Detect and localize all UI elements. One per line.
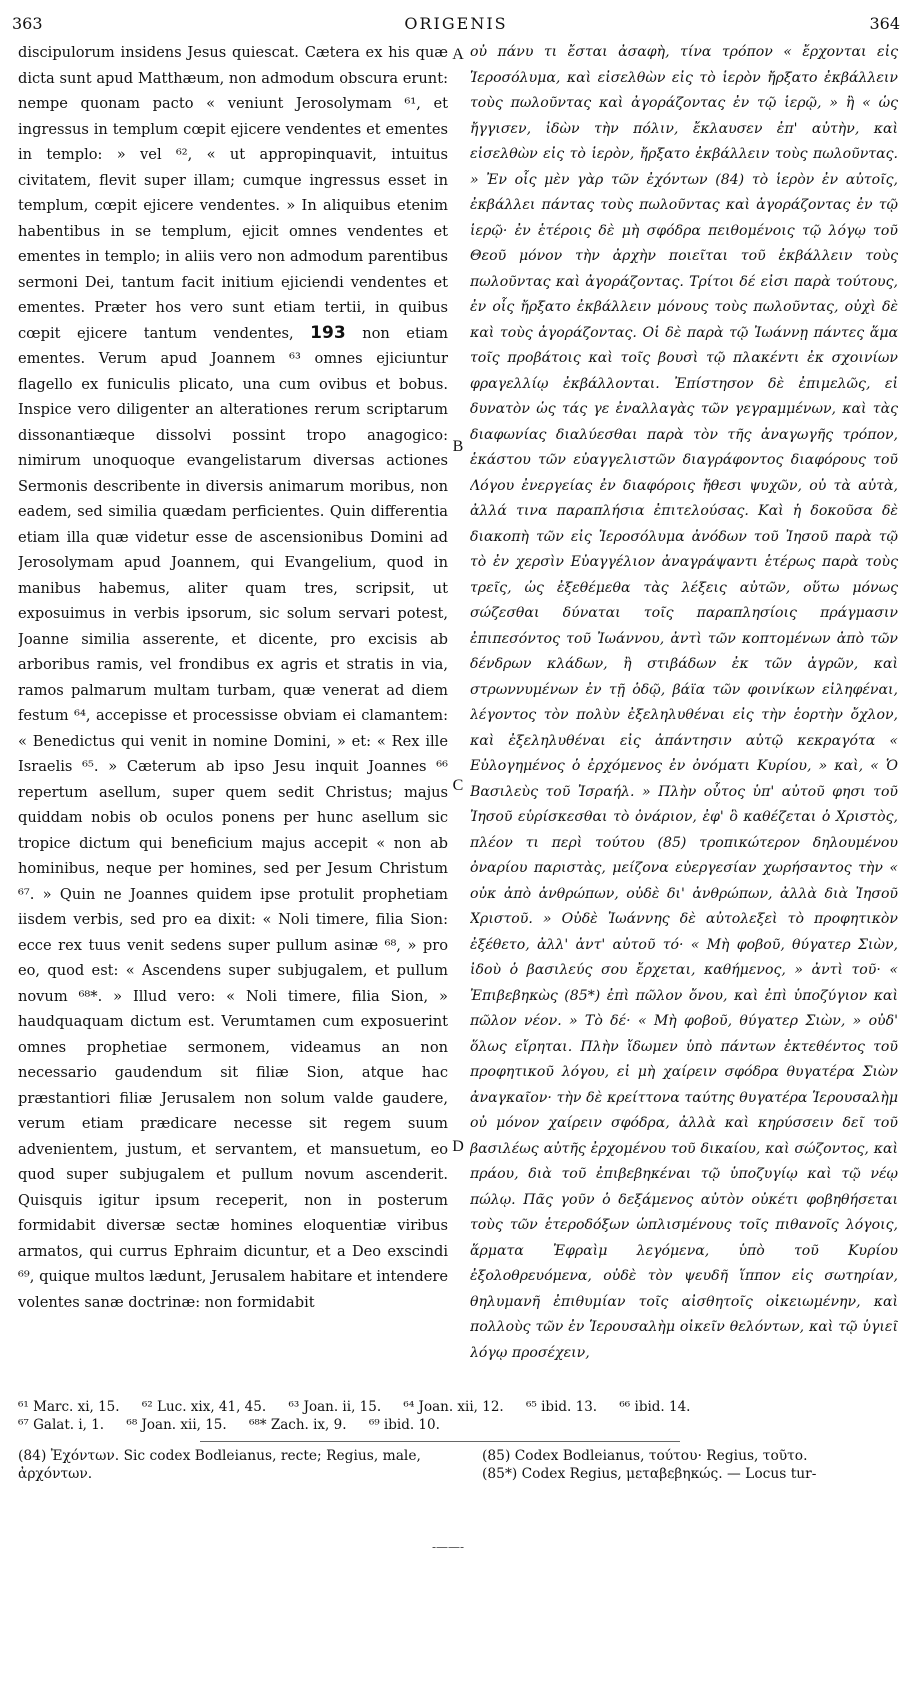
footnote-ref: ⁶⁴ Joan. xii, 12. — [403, 1399, 504, 1415]
section-marker-d: D — [452, 1138, 464, 1155]
footnote-divider — [200, 1441, 680, 1442]
footnote-ref: ⁶⁸ Joan. xii, 15. — [126, 1417, 227, 1433]
reference-line-1 — [18, 1399, 708, 1416]
reference-line-2 — [18, 1417, 458, 1434]
section-marker-a: A — [452, 46, 464, 63]
running-title: ORIGENIS — [404, 14, 508, 33]
page-end-dash: -——- — [432, 1540, 465, 1554]
footnote-ref: ⁶⁶ ibid. 14. — [619, 1399, 691, 1415]
critical-note-85: (85) Codex Bodleianus, τούτου· Regius, τοῦτο. — [482, 1448, 808, 1464]
footnote-ref: ⁶¹ Marc. xi, 15. — [18, 1399, 120, 1415]
footnote-ref: ⁶³ Joan. ii, 15. — [288, 1399, 382, 1415]
critical-note-84: (84) Ἐχόντων. Sic codex Bodleianus, recte; Regius, male, ἀρχόντων. — [18, 1448, 421, 1482]
footnote-ref: ⁶⁸* Zach. ix, 9. — [248, 1417, 347, 1433]
footnote-ref: ⁶⁷ Galat. i, 1. — [18, 1417, 105, 1433]
running-header — [12, 14, 900, 40]
original-page-number: 193 — [310, 322, 346, 343]
critical-note-85-star: (85*) Codex Regius, μεταβεβηκώς. — Locus tur- — [482, 1466, 817, 1482]
critical-note-right — [482, 1447, 912, 1483]
latin-text-part-1: discipulorum insidens Jesus quiescat. Cætera ex his quæ dicta sunt apud Matthæum, non admodum obscura erunt: nempe quonam pacto « veniunt Jerosolymam ⁶¹, et ingressus in templum cœpit ejicere vendentes et ementes in templo: » vel ⁶², « ut appropinquavit, intuitus civitatem, flevit super illam; cumque ingressus esset in templum, cœpit ejicere vendentes. » In aliquibus etenim habentibus in se templum, ejicit omnes vendentes et ementes in templo; in aliis vero non admodum parentibus sermoni Dei, tantum facit initium ejiciendi vendentes et ementes. Præter hos vero sunt etiam tertii, in quibus cœpit ejicere tantum vendentes, — [18, 44, 448, 342]
greek-paragraph: οὐ πάνυ τι ἔσται ἀσαφὴ, τίνα τρόπον « ἔρχονται εἰς Ἱεροσόλυμα, καὶ εἰσελθὼν εἰς τὸ ἱερὸν ἤρξατο ἐκβάλλειν τοὺς πωλοῦντας καὶ ἀγοράζοντας ἐν τῷ ἱερῷ, » ἢ « ὡς ἤγγισεν, ἰδὼν τὴν πόλιν, ἔκλαυσεν ἐπ' αὐτὴν, καὶ εἰσελθὼν εἰς τὸ ἱερὸν, ἤρξατο ἐκβάλλειν τοὺς πωλοῦντας. » Ἐν οἷς μὲν γὰρ τῶν ἐχόντων (84) τὸ ἱερὸν ἐν αὐτοῖς, ἐκβάλλει πάντας τοὺς πωλοῦντας καὶ ἀγοράζοντας ἐν τῷ ἱερῷ· ἐν ἑτέροις δὲ μὴ σφόδρα πειθομένοις τῷ λόγῳ τοῦ Θεοῦ μόνον τὴν ἀρχὴν ποιεῖται τοῦ ἐκβάλλειν τοὺς πωλοῦντας καὶ ἀγοράζοντας. Τρίτοι δέ εἰσι παρὰ τούτους, ἐν οἷς ἤρξατο ἐκβάλλειν μόνους τοὺς πωλοῦντας, οὐχὶ δὲ καὶ τοὺς ἀγοράζοντας. Οἱ δὲ παρὰ τῷ Ἰωάννῃ πάντες ἅμα τοῖς προβάτοις καὶ τοῖς βουσὶ τῷ πλακέντι ἐκ σχοινίων φραγελλίῳ ἐκβάλλονται. Ἐπίστησον δὲ ἐπιμελῶς, εἰ δυνατὸν ὡς τάς γε ἐναλλαγὰς τῶν γεγραμμένων, καὶ τὰς διαφωνίας διαλύεσθαι παρὰ τὸν τῆς ἀναγωγῆς τρόπον, ἑκάστου τῶν εὐαγγελιστῶν διαγράφοντος διαφόρους τοῦ Λόγου ἐνεργείας ἐν διαφόροις ἤθεσι ψυχῶν, οὐ τὰ αὐτὰ, ἀλλά τινα παραπλήσια ἐπιτελούσας. Καὶ ἡ δοκοῦσα δὲ διακοπὴ τῶν εἰς Ἱεροσόλυμα ἀνόδων τοῦ Ἰησοῦ παρὰ τῷ τὸ ἐν χερσὶν Εὐαγγέλιον ἀναγράψαντι ἑτέρως παρὰ τοὺς τρεῖς, ὡς ἐξεθέμεθα τὰς λέξεις αὐτῶν, οὕτω μόνως σώζεσθαι δύναται τοῖς παραπλησίοις πράγμασιν ἐπιπεσόντος τοῦ Ἰωάννου, ἀντὶ τῶν κοπτομένων ἀπὸ τῶν δένδρων κλάδων, ἢ στιβάδων ἐκ τῶν ἀγρῶν, καὶ στρωννυμένων ἐν τῇ ὁδῷ, βάϊα τῶν φοινίκων εἰληφέναι, λέγοντος τὸν πολὺν ἐξεληλυθέναι εἰς τὴν ἑορτὴν ὄχλον, καὶ ἐξεληλυθέναι εἰς ἀπάντησιν αὐτῷ κεκραγότα « Εὐλογημένος ὁ ἐρχόμενος ἐν ὀνόματι Κυρίου, » καὶ, « Ὁ Βασιλεὺς τοῦ Ἰσραήλ. » Πλὴν οὗτος ὑπ' αὐτοῦ φησι τοῦ Ἰησοῦ εὑρίσκεσθαι τὸ ὀνάριον, ἐφ' ὃ καθέζεται ὁ Χριστὸς, πλέον τι περὶ τούτου (85) τροπικώτερον δηλουμένου ὀναρίου παριστὰς, μείζονα εὐεργεσίαν χωρήσαντος τὴν « οὐκ ἀπὸ ἀνθρώπων, οὐδὲ δι' ἀνθρώπων, ἀλλὰ διὰ Ἰησοῦ Χριστοῦ. » Οὐδὲ Ἰωάννης δὲ αὐτολεξεὶ τὸ προφητικὸν ἐξέθετο, ἀλλ' ἀντ' αὐτοῦ τό· « Μὴ φοβοῦ, θύγατερ Σιὼν, ἰδοὺ ὁ βασιλεύς σου ἔρχεται, καθήμενος, » ἀντὶ τοῦ· « Ἐπιβεβηκὼς (85*) ἐπὶ πῶλον ὄνου, καὶ ἐπὶ ὑποζύγιον καὶ πῶλον νέον. » Τὸ δέ· « Μὴ φοβοῦ, θύγατερ Σιὼν, » οὐδ' ὅλως εἴρηται. Πλὴν ἴδωμεν ὑπὸ πάντων ἐκτεθέντος τοῦ προφητικοῦ λόγου, εἰ μὴ χαίρειν σφόδρα θυγατέρα Σιὼν ἀναγκαῖον· τὴν δὲ κρείττονα ταύτης θυγατέρα Ἱερουσαλὴμ οὐ μόνον χαίρειν σφόδρα, ἀλλὰ καὶ κηρύσσειν δεῖ τοῦ βασιλέως αὐτῆς ἐρχομένου τοῦ δικαίου, καὶ σώζοντος, καὶ πράου, διὰ τοῦ ἐπιβεβηκέναι τῷ ὑποζυγίῳ καὶ τῷ νέῳ πώλῳ. Πᾶς γοῦν ὁ δεξάμενος αὐτὸν οὐκέτι φοβηθήσεται τοὺς τῶν ἑτεροδόξων ὡπλισμένους τοῖς πιθανοῖς λόγοις, ἅρματα Ἐφραὶμ λεγόμενα, ὑπὸ τοῦ Κυρίου ἐξολοθρευόμενα, οὐδὲ τὸν ψευδῆ ἵππον εἰς σωτηρίαν, θηλυμανῆ ἐπιθυμίαν τοῖς αἰσθητοῖς οἰκειωμένην, καὶ πολλοὺς τῶν ἐν Ἱερουσαλὴμ οἰκεῖν θελόντων, καὶ τῷ ὑγιεῖ λόγῳ προσέχειν, — [470, 44, 898, 1361]
footnote-ref: ⁶² Luc. xix, 41, 45. — [141, 1399, 267, 1415]
section-marker-c: C — [452, 777, 464, 794]
reference-footnotes — [18, 1399, 898, 1435]
page-number-right: 364 — [869, 14, 900, 33]
latin-paragraph — [18, 40, 448, 1315]
section-marker-b: B — [452, 438, 464, 455]
critical-note-left — [18, 1447, 448, 1483]
page-number-left: 363 — [12, 14, 43, 33]
footnote-ref: ⁶⁹ ibid. 10. — [368, 1417, 440, 1433]
latin-text-part-2: non etiam ementes. Verum apud Joannem ⁶³ omnes ejiciuntur flagello ex funiculis plicato, una cum ovibus et bobus. Inspice vero diligenter an alterationes rerum scriptarum dissonantiæque dissolvi possint tropo anagogico: nimirum unoquoque evangelistarum diversas actiones Sermonis describente in diversis animarum moribus, non eadem, sed similia quædam perficientes. Quin differentia etiam illa quæ videtur esse de ascensionibus Domini ad Jerosolymam apud Joannem, qui Evangelium, quod in manibus habemus, aliter quam tres, scripsit, ut exposuimus in verbis ipsorum, sic solum servari potest, Joanne similia asserente, et dicente, pro excisis ab arboribus ramis, vel frondibus ex agris et stratis in via, ramos palmarum multam turbam, quæ venerat ad diem festum ⁶⁴, accepisse et processisse obviam ei clamantem: « Benedictus qui venit in nomine Domini, » et: « Rex ille Israelis ⁶⁵. » Cæterum ab ipso Jesu inquit Joannes ⁶⁶ repertum asellum, super quem sedit Christus; majus quiddam nobis ob oculos ponens per hunc asellum sic tropice dictum qui beneficium majus accepit « non ab hominibus, neque per homines, sed per Jesum Christum ⁶⁷. » Quin ne Joannes quidem ipse protulit prophetiam iisdem verbis, sed pro ea dixit: « Noli timere, filia Sion: ecce rex tuus venit sedens super pullum asinæ ⁶⁸, » pro eo, quod est: « Ascendens super subjugalem, et pullum novum ⁶⁸*. » Illud vero: « Noli timere, filia Sion, » haudquaquam dictum est. Verumtamen cum exposuerint omnes prophetiae sermonem, videamus an non necessario gaudendum sit filiæ Sion, atque hac præstantiori filiæ Jerusalem non solum valde gaudere, verum etiam prædicare necesse sit regem suum advenientem, justum, et servantem, et mansuetum, eo quod super subjugalem et pullum novum ascenderit. Quisquis igitur ipsum receperit, non in posterum formidabit diversæ sectæ homines eloquentiæ viribus armatos, qui currus Ephraim dicuntur, et a Deo exscindi ⁶⁹, quique multos lædunt, Jerusalem habitare et intendere volentes sanæ doctrinæ: non formidabit — [18, 324, 448, 1311]
footnote-ref: ⁶⁵ ibid. 13. — [526, 1399, 598, 1415]
